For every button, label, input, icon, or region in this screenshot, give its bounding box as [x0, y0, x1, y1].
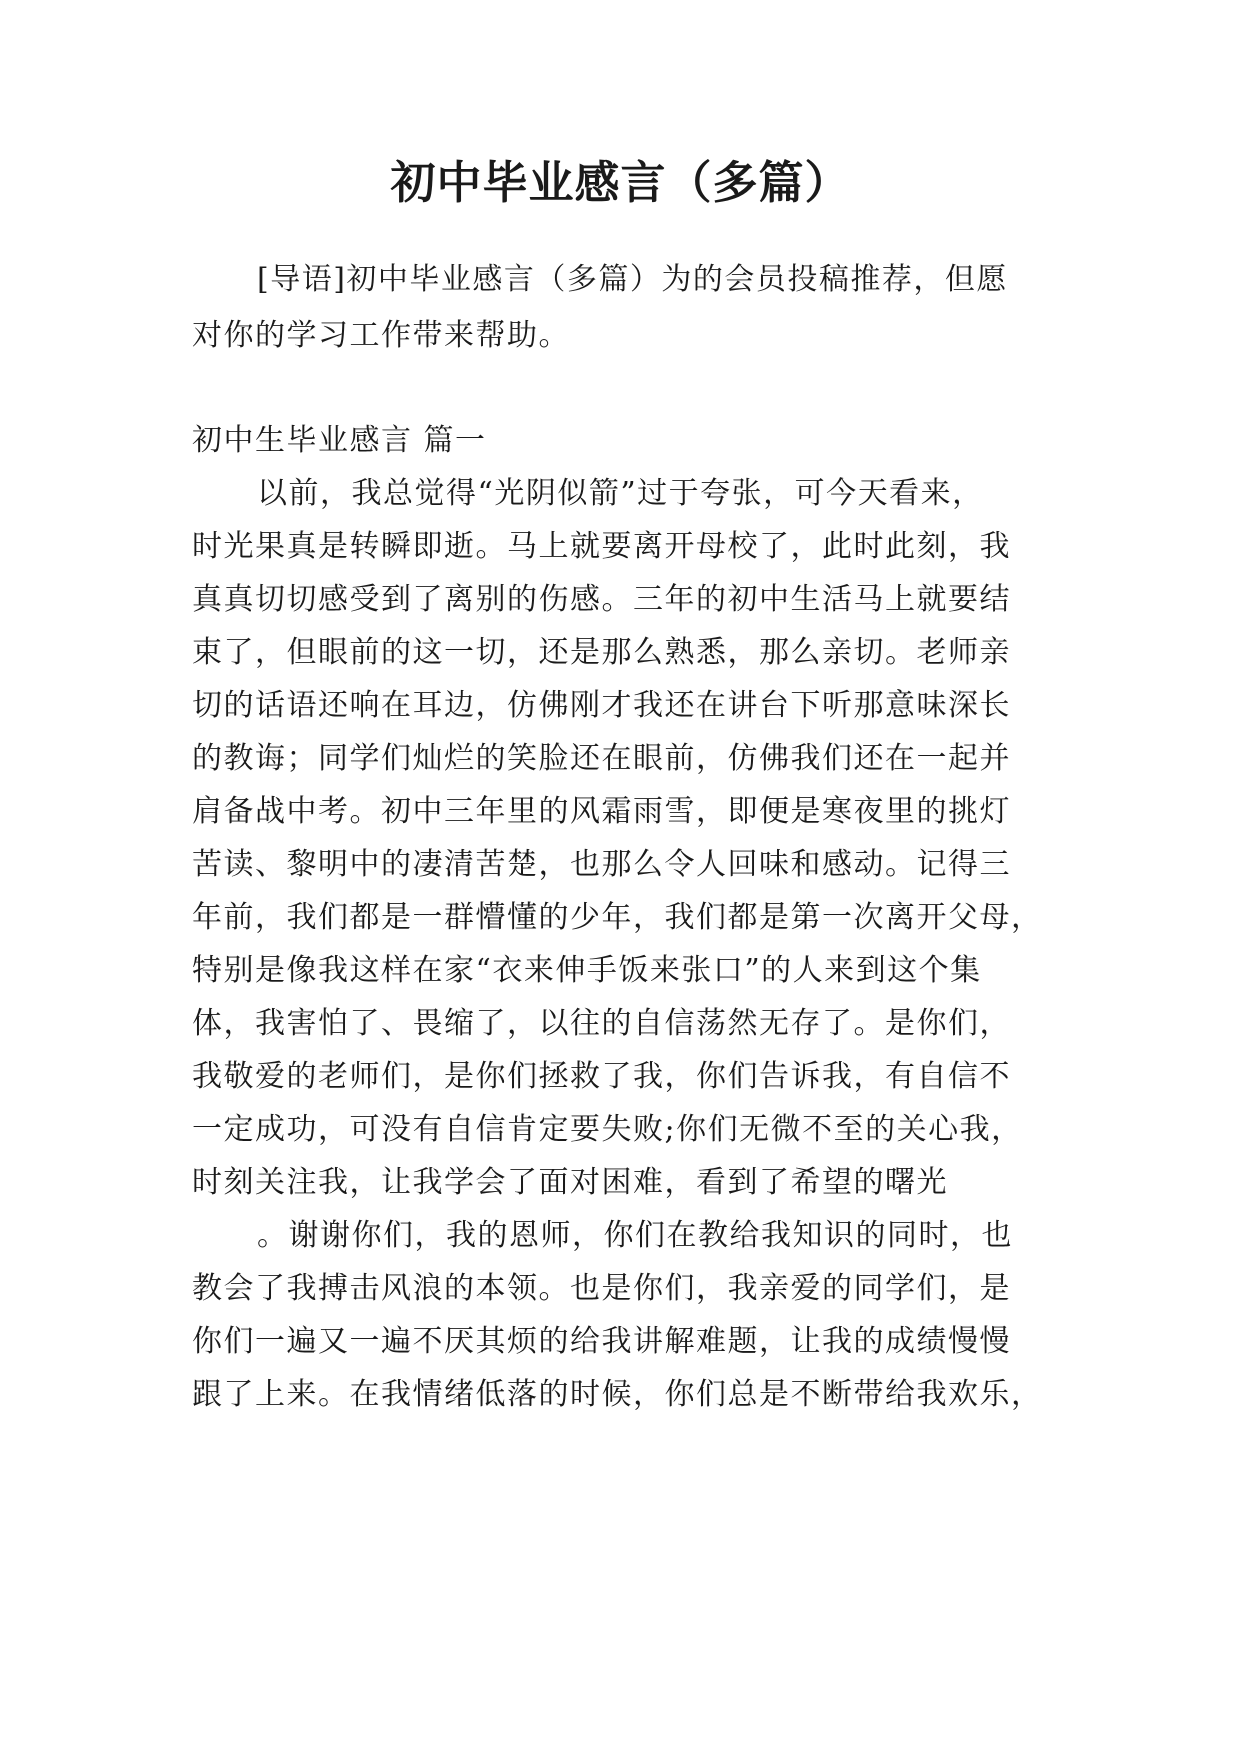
section-heading: 初中生毕业感言 篇一 — [192, 423, 487, 458]
paragraph-line: 真真切切感受到了离别的伤感。三年的初中生活马上就要结 — [192, 582, 1011, 617]
paragraph-line: 的教诲；同学们灿烂的笑脸还在眼前，仿佛我们还在一起并 — [192, 741, 1011, 776]
paragraph-line: 以前，我总觉得“光阴似箭”过于夸张，可今天看来， — [257, 476, 984, 511]
paragraph-line: 时刻关注我，让我学会了面对困难，看到了希望的曙光 — [192, 1165, 948, 1200]
paragraph-line: 。谢谢你们，我的恩师，你们在教给我知识的同时，也 — [257, 1218, 1013, 1253]
paragraph-line: 体，我害怕了、畏缩了，以往的自信荡然无存了。是你们， — [192, 1006, 1011, 1041]
paragraph-line: 一定成功，可没有自信肯定要失败;你们无微不至的关心我， — [192, 1112, 1023, 1147]
paragraph-line: 时光果真是转瞬即逝。马上就要离开母校了，此时此刻，我 — [192, 529, 1011, 564]
paragraph-line: 跟了上来。在我情绪低落的时候，你们总是不断带给我欢乐， — [192, 1377, 1043, 1412]
paragraph-line: 你们一遍又一遍不厌其烦的给我讲解难题，让我的成绩慢慢 — [192, 1324, 1011, 1359]
intro-line: 对你的学习工作带来帮助。 — [192, 318, 570, 353]
paragraph-line: 特别是像我这样在家“衣来伸手饭来张口”的人来到这个集 — [192, 953, 982, 988]
paragraph-line: 束了，但眼前的这一切，还是那么熟悉，那么亲切。老师亲 — [192, 635, 1011, 670]
document-title: 初中毕业感言（多篇） — [390, 156, 851, 209]
paragraph-line: 苦读、黎明中的凄清苦楚，也那么令人回味和感动。记得三 — [192, 847, 1011, 882]
paragraph-line: 教会了我搏击风浪的本领。也是你们，我亲爱的同学们，是 — [192, 1271, 1011, 1306]
paragraph-line: 我敬爱的老师们，是你们拯救了我，你们告诉我，有自信不 — [192, 1059, 1011, 1094]
intro-line: [导语]初中毕业感言（多篇）为的会员投稿推荐，但愿 — [257, 262, 1008, 297]
paragraph-line: 切的话语还响在耳边，仿佛刚才我还在讲台下听那意味深长 — [192, 688, 1011, 723]
paragraph-line: 年前，我们都是一群懵懂的少年，我们都是第一次离开父母， — [192, 900, 1043, 935]
paragraph-line: 肩备战中考。初中三年里的风霜雨雪，即便是寒夜里的挑灯 — [192, 794, 1011, 829]
